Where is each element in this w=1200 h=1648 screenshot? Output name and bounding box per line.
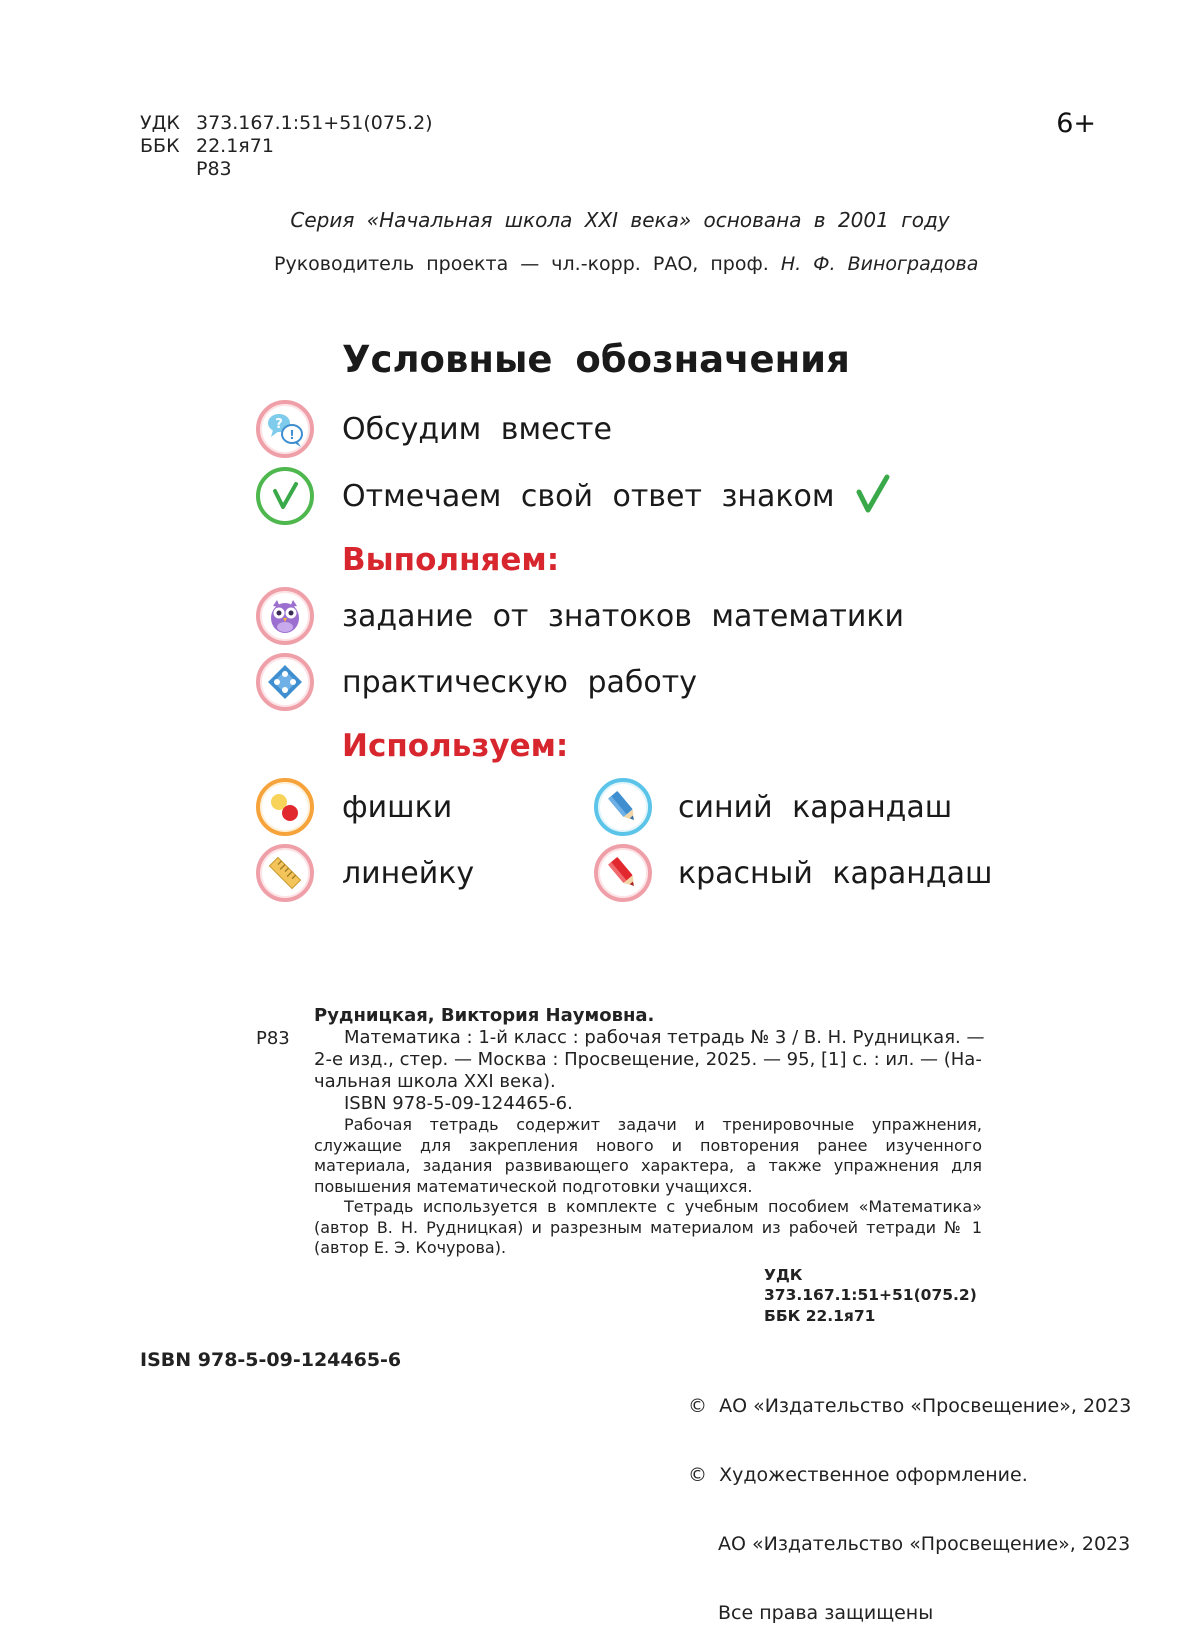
copyright-design: © Художественное оформление. (688, 1464, 1028, 1486)
udk-value: 373.167.1:51+51(075.2) (196, 112, 433, 134)
bib-isbn: ISBN 978-5-09-124465-6. (344, 1093, 573, 1114)
bib-bbk: ББК 22.1я71 (764, 1306, 876, 1325)
puzzle-icon (256, 653, 314, 711)
check-mark-icon (855, 474, 891, 518)
author-sign: Р83 (196, 158, 232, 180)
blue-pencil-label: синий карандаш (678, 789, 953, 825)
bib-annotation-2: Тетрадь используется в комплекте с учебным пособием «Математика» (автор В. Н. Рудницкая) и разрезным материалом из рабочей тетради № 1 (автор Е. Э. Кочурова). (314, 1197, 982, 1257)
practical-work-label: практическую работу (342, 664, 697, 700)
ruler-label: линейку (342, 855, 475, 891)
red-pencil-label: красный карандаш (678, 855, 993, 891)
bib-author-sign: Р83 (256, 1028, 290, 1049)
blue-pencil-icon (594, 778, 652, 836)
bib-index-block (314, 1265, 982, 1327)
bib-udk: УДК 373.167.1:51+51(075.2) (764, 1265, 977, 1304)
red-pencil-icon (594, 844, 652, 902)
experts-task-label: задание от знатоков математики (342, 598, 904, 634)
check-mark-label: Отмечаем свой ответ знаком (342, 478, 835, 514)
use-heading: Используем: (342, 728, 569, 764)
discuss-label: Обсудим вместе (342, 411, 612, 447)
legend-row-practical (256, 653, 697, 711)
project-manager-prefix: Руководитель проекта — чл.-корр. РАО, проф. (274, 253, 769, 275)
chips-label: фишки (342, 789, 453, 825)
bib-line-1: Математика : 1-й класс : рабочая тетрадь № 3 / В. Н. Рудницкая. — (344, 1027, 985, 1048)
svg-text:?: ? (275, 417, 283, 432)
owl-icon (256, 587, 314, 645)
bbk-label: ББК (140, 135, 180, 157)
udk-label: УДК (140, 112, 180, 134)
legend-row-chips (256, 778, 452, 836)
discuss-icon (256, 400, 314, 458)
bib-annotation-1: Рабочая тетрадь содержит задачи и тренировочные упражнения, служащие для закрепления нового и повторения ранее изученного материала, задания развивающего характера, а также упражнения для повышения математической подготовки учащихся. (314, 1115, 982, 1196)
chips-icon (256, 778, 314, 836)
legend-row-discuss (256, 400, 612, 458)
bibliographic-record (314, 1005, 985, 1326)
footer-isbn: ISBN 978-5-09-124465-6 (140, 1349, 402, 1371)
legend-row-blue-pencil (594, 778, 952, 836)
legend-row-experts (256, 587, 904, 645)
legend-row-check (256, 467, 891, 525)
check-circle-icon (256, 467, 314, 525)
project-manager (274, 253, 978, 275)
udk-row (140, 112, 433, 135)
bbk-row (140, 135, 433, 158)
classification-block (140, 112, 433, 181)
author-sign-row (140, 158, 433, 181)
bbk-value: 22.1я71 (196, 135, 274, 157)
legend-title: Условные обозначения (342, 338, 850, 381)
project-manager-name: Н. Ф. Виноградова (780, 253, 979, 275)
copyright-block (688, 1349, 1131, 1648)
rights-reserved: Все права защищены (718, 1602, 934, 1624)
copyright-publisher: © АО «Издательство «Просвещение», 2023 (688, 1395, 1132, 1417)
bib-author: Рудницкая, Виктория Наумовна. (314, 1005, 655, 1026)
bib-line-2: 2-е изд., стер. — Москва : Просвещение, 2025. — 95, [1] с. : ил. — (На- (314, 1049, 982, 1070)
ruler-icon (256, 844, 314, 902)
perform-heading: Выполняем: (342, 542, 560, 578)
legend-row-ruler (256, 844, 474, 902)
svg-text:!: ! (289, 428, 295, 442)
legend-row-red-pencil (594, 844, 993, 902)
age-rating: 6+ (1056, 108, 1096, 139)
bib-line-3: чальная школа XXI века). (314, 1071, 556, 1092)
copyright-design-publisher: АО «Издательство «Просвещение», 2023 (718, 1533, 1131, 1555)
series-line: Серия «Начальная школа XXI века» основана в 2001 году (290, 208, 950, 232)
